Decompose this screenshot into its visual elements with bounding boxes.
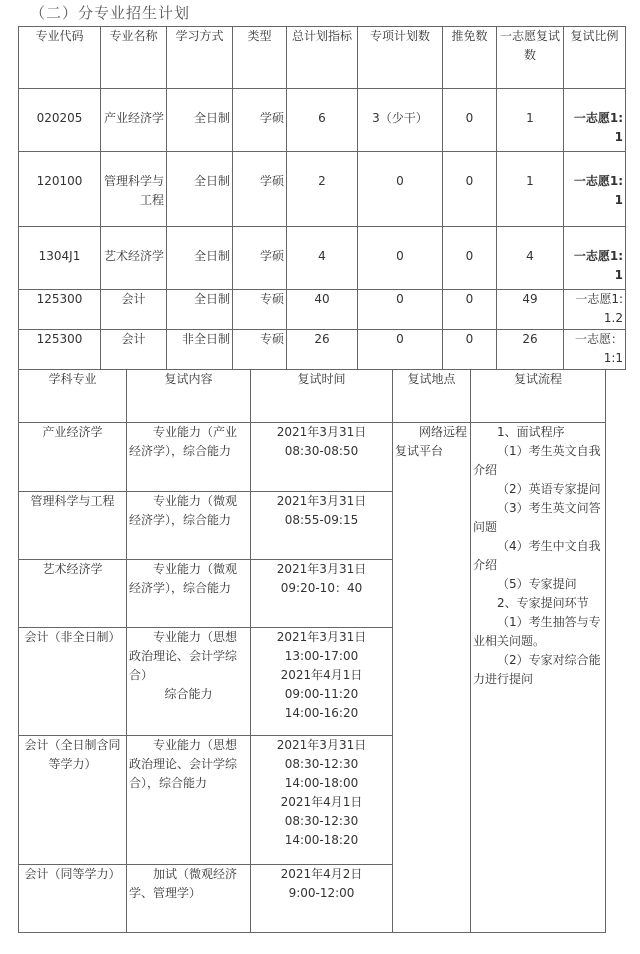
cell-special: 3（少干） [358,89,443,152]
cell-ratio: 一志愿1:1 [564,152,626,227]
cell-total: 40 [287,290,358,330]
cell-location: 网络远程复试平台 [393,423,471,933]
cell-exempt: 0 [443,152,497,227]
cell-content: 专业能力（产业经济学），综合能力 [127,423,251,492]
content-text: 专业能力（思想政治理论、会计学综合） [129,630,238,682]
time-line: 14:00-18:00 [284,776,359,790]
cell-ratio: 一志愿1:1 [564,227,626,290]
header-special: 专项计划数 [358,27,443,89]
retest-row [19,423,606,492]
cell-name: 艺术经济学 [101,227,167,290]
cell-total: 6 [287,89,358,152]
cell-exempt: 0 [443,227,497,290]
cell-total: 2 [287,152,358,227]
cell-code: 125300 [19,330,101,370]
cell-major: 管理科学与工程 [19,492,127,560]
time-line: 9:00-12:00 [288,886,355,900]
cell-content: 专业能力（微观经济学），综合能力 [127,492,251,560]
cell-major: 会计（非全日制） [19,628,127,736]
cell-first: 1 [497,89,564,152]
time-line: 08:55-09:15 [284,513,359,527]
time-line: 09:00-11:20 [284,687,359,701]
cell-major: 艺术经济学 [19,560,127,628]
cell-major: 产业经济学 [19,423,127,492]
cell-name: 产业经济学 [101,89,167,152]
time-line: 14:00-16:20 [284,706,359,720]
time-line: 13:00-17:00 [284,649,359,663]
cell-mode: 全日制 [167,290,233,330]
cell-time [251,492,393,560]
header-type: 类型 [233,27,287,89]
cell-exempt: 0 [443,290,497,330]
time-line: 08:30-08:50 [284,444,359,458]
time-line: 09:20-10：40 [280,581,363,595]
cell-type: 学硕 [233,227,287,290]
cell-content: 专业能力（思想政治理论、会计学综合），综合能力 [127,736,251,865]
cell-mode: 全日制 [167,227,233,290]
plan-header-row [19,27,626,89]
cell-major: 会计（同等学力） [19,865,127,933]
cell-first: 1 [497,152,564,227]
cell-time [251,628,393,736]
cell-exempt: 0 [443,89,497,152]
plan-row [19,290,626,330]
content-text-2: 综合能力 [164,687,213,701]
cell-time [251,865,393,933]
cell-mode: 全日制 [167,152,233,227]
flow-step: （5）专家提问 [497,577,577,591]
cell-mode: 全日制 [167,89,233,152]
cell-type: 学硕 [233,152,287,227]
cell-total: 4 [287,227,358,290]
cell-name: 管理科学与工程 [101,152,167,227]
time-line: 2021年3月31日 [276,630,367,644]
flow-step: （1）考生抽答与专业相关问题。 [473,615,601,648]
cell-time [251,736,393,865]
header-content: 复试内容 [127,370,251,423]
retest-schedule-table [18,369,606,933]
flow-step: （3）考生英文问答问题 [473,501,601,534]
flow-step: （4）考生中文自我介绍 [473,539,601,572]
cell-special: 0 [358,152,443,227]
header-location: 复试地点 [393,370,471,423]
retest-header-row [19,370,606,423]
cell-content [127,628,251,736]
cell-content: 专业能力（微观经济学），综合能力 [127,560,251,628]
cell-special: 0 [358,330,443,370]
cell-name: 会计 [101,290,167,330]
header-time: 复试时间 [251,370,393,423]
cell-ratio: 一志愿：1:1 [564,330,626,370]
time-line: 2021年3月31日 [276,562,367,576]
cell-time [251,560,393,628]
header-total: 总计划指标 [287,27,358,89]
cell-code: 1304J1 [19,227,101,290]
header-major: 学科专业 [19,370,127,423]
time-line: 08:30-12:30 [284,814,359,828]
cell-first: 4 [497,227,564,290]
flow-step: （1）考生英文自我介绍 [473,444,601,477]
header-flow: 复试流程 [471,370,606,423]
header-first: 一志愿复试数 [497,27,564,89]
time-line: 2021年3月31日 [276,425,367,439]
cell-flow [471,423,606,933]
plan-row [19,227,626,290]
cell-first: 26 [497,330,564,370]
time-line: 2021年4月1日 [280,668,363,682]
cell-special: 0 [358,290,443,330]
cell-ratio: 一志愿1:1 [564,89,626,152]
cell-special: 0 [358,227,443,290]
cell-time [251,423,393,492]
plan-row [19,89,626,152]
cell-major: 会计（全日制含同等学力） [19,736,127,865]
header-code: 专业代码 [19,27,101,89]
cell-content: 加试（微观经济学、管理学） [127,865,251,933]
flow-step: （2）专家对综合能力进行提问 [473,653,601,686]
header-mode: 学习方式 [167,27,233,89]
enrollment-plan-table [18,26,626,370]
section-heading: （二）分专业招生计划 [30,4,191,22]
cell-type: 专硕 [233,330,287,370]
flow-step: （2）英语专家提问 [497,482,601,496]
cell-mode: 非全日制 [167,330,233,370]
time-line: 2021年3月31日 [276,738,367,752]
header-name: 专业名称 [101,27,167,89]
time-line: 14:00-18:20 [284,833,359,847]
plan-row [19,152,626,227]
cell-exempt: 0 [443,330,497,370]
cell-total: 26 [287,330,358,370]
cell-type: 专硕 [233,290,287,330]
cell-name: 会计 [101,330,167,370]
cell-ratio: 一志愿1:1.2 [564,290,626,330]
time-line: 2021年4月2日 [280,867,363,881]
flow-step: 2、专家提问环节 [497,596,589,610]
cell-type: 学硕 [233,89,287,152]
cell-code: 120100 [19,152,101,227]
time-line: 2021年3月31日 [276,494,367,508]
header-exempt: 推免数 [443,27,497,89]
cell-first: 49 [497,290,564,330]
plan-row [19,330,626,370]
cell-code: 020205 [19,89,101,152]
header-ratio: 复试比例 [564,27,626,89]
cell-code: 125300 [19,290,101,330]
time-line: 2021年4月1日 [280,795,363,809]
flow-step: 1、面试程序 [497,425,565,439]
time-line: 08:30-12:30 [284,757,359,771]
